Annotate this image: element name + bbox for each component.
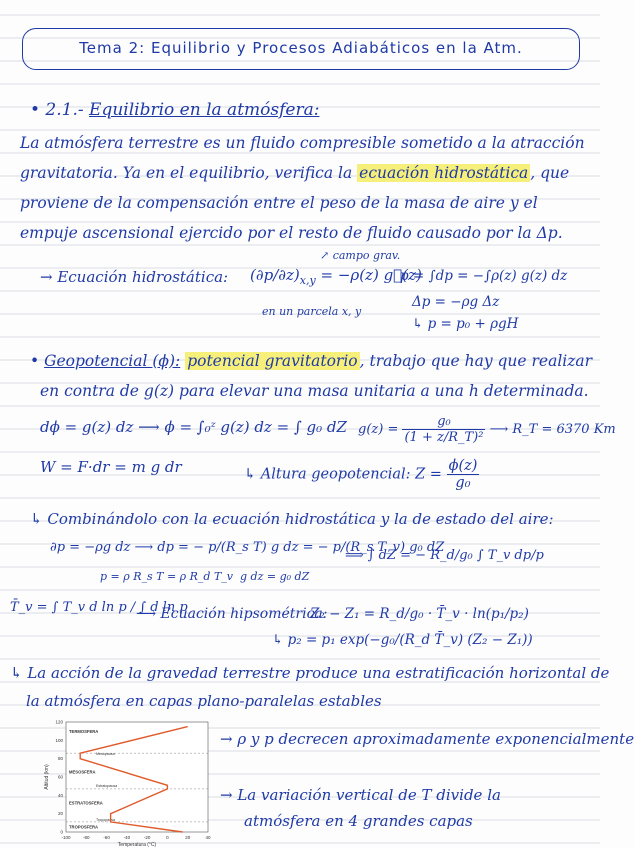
para1-line2-text: gravitatoria. Ya en el equilibrio, verifica la — [20, 164, 353, 182]
combining-eq1: ∂p = −ρg dz ⟶ dp = − p/(R_s T) g dz = − p/(R_s T_v) g₀ dZ — [50, 540, 445, 555]
x-tick-label: -60 — [103, 835, 110, 840]
temperature-profile-chart — [40, 716, 215, 848]
x-tick-label: -80 — [83, 835, 90, 840]
layer-label: Mesopausa — [96, 752, 115, 756]
stratification-line2: la atmósfera en capas plano-paralelas estables — [26, 692, 382, 710]
earth-radius: ⟶ R_T = 6370 Km — [489, 422, 616, 437]
parcela-note: en un parcela x, y — [262, 305, 362, 318]
para1-line3: proviene de la compensación entre el peso de la masa de aire y el — [20, 194, 538, 212]
geopotential-height-num: ϕ(z) — [448, 458, 478, 474]
y-axis-label: Altitud (km) — [44, 764, 50, 790]
layer-label: TERMOSFERA — [69, 729, 99, 734]
geopotential-height-den: g₀ — [455, 475, 471, 491]
hydrostatic-result3: ↳ p = p₀ + ρgH — [412, 316, 519, 332]
stratification-line1: ↳ La acción de la gravedad terrestre produce una estratificación horizontal de — [10, 664, 610, 682]
section-number: • 2.1.- — [30, 100, 84, 120]
geopotential-height-Z: Z = — [415, 466, 442, 483]
geopotential-line2: en contra de g(z) para elevar una masa unitaria a una h determinada. — [40, 382, 589, 400]
layer-label: TROPOSFERA — [69, 824, 99, 830]
geopotential-highlight: potencial gravitatorio — [187, 352, 358, 370]
mean-tv-def: T̄_v = ∫ T_v d ln p / ∫ d ln p — [10, 600, 188, 615]
hydrostatic-lhs — [250, 266, 422, 287]
gravity-eq-lhs: g(z) = — [358, 422, 399, 437]
geopotential-line1 — [30, 352, 592, 370]
geopotential-bullet: • — [30, 352, 40, 370]
bullet-temperature-2: atmósfera en 4 grandes capas — [244, 812, 473, 830]
gravity-eq-fraction — [402, 414, 485, 445]
hypsometric-exp: ↳ p₂ = p₁ exp(−g₀/(R_d T̄_v) (Z₂ − Z₁)) — [272, 632, 533, 648]
combining-integral: ⟹ ∫ dZ = − R_d/g₀ ∫ T_v dp/p — [345, 548, 544, 563]
gravity-eq-den: (1 + z/R_T)² — [404, 430, 484, 445]
hydrostatic-result2: Δp = −ρg Δz — [412, 294, 500, 310]
para1-line4: empuje ascensional ejercido por el resto de fluido causado por la Δp. — [20, 224, 563, 242]
geopotential-height-label: ↳ Altura geopotencial: — [244, 466, 411, 483]
hydrostatic-lhs-expr: (∂p/∂z) — [250, 266, 300, 284]
hypsometric-label: ⟶ Ecuación hipsométrica: — [136, 606, 328, 622]
hydrostatic-lhs-sub: x,y — [299, 274, 316, 287]
y-tick-label: 0 — [60, 829, 63, 835]
y-tick-label: 120 — [55, 719, 63, 725]
state-eq: p = ρ R_s T = ρ R_d T_v — [100, 570, 234, 583]
campo-grav-note: ↗ campo grav. — [320, 249, 401, 262]
x-tick-label: 20 — [185, 835, 191, 840]
geopotential-term: Geopotencial (ϕ): — [44, 352, 181, 370]
x-tick-label: -100 — [61, 835, 71, 840]
layer-label: MESOSFERA — [69, 769, 96, 775]
geopotential-height-fraction — [447, 458, 480, 491]
gravity-eq — [358, 414, 616, 445]
title-box — [22, 28, 580, 70]
para1-line1: La atmósfera terrestre es un fluido compresible sometido a la atracción — [20, 134, 585, 152]
y-tick-label: 20 — [57, 811, 63, 817]
hypsometric-eq: Z₂ − Z₁ = R_d/g₀ · T̄_v · ln(p₁/p₂) — [310, 606, 529, 622]
hydrostatic-label: → Ecuación hidrostática: — [40, 268, 229, 286]
x-tick-label: -40 — [123, 835, 131, 840]
layer-label: ESTRATOSFERA — [69, 800, 103, 806]
geopotential-eq1: dϕ = g(z) dz ⟶ ϕ = ∫₀ᶻ g(z) dz = ∫ g₀ dZ — [40, 418, 347, 436]
section-heading — [30, 100, 319, 120]
y-tick-label: 80 — [57, 756, 63, 762]
layer-label: Tropopausa — [96, 818, 116, 822]
y-tick-label: 60 — [57, 774, 63, 780]
work-eq: W = F·dr = m g dr — [40, 458, 182, 476]
dz-eq: g dz = g₀ dZ — [240, 570, 310, 583]
geopotential-height — [244, 458, 479, 491]
y-tick-label: 40 — [57, 792, 63, 798]
bullet-temperature-1: → La variación vertical de T divide la — [220, 786, 501, 804]
para1-line2 — [20, 164, 569, 182]
y-tick-label: 100 — [55, 737, 63, 743]
x-tick-label: -20 — [143, 835, 151, 840]
bullet-density-pressure: → ρ y p decrecen aproximadamente exponencialmente — [220, 730, 634, 748]
para1-line2-tail: , que — [530, 164, 570, 182]
hydrostatic-rhs: = −ρ(z) g⃗(z) — [320, 266, 422, 284]
combining-line: ↳ Combinándolo con la ecuación hidrostática y la de estado del aire: — [30, 510, 554, 528]
page-title: Tema 2: Equilibrio y Procesos Adiabáticos en la Atm. — [79, 39, 523, 57]
x-tick-label: 0 — [166, 835, 169, 840]
geopotential-rest: , trabajo que hay que realizar — [359, 352, 593, 370]
hydrostatic-highlight: ecuación hidrostática — [359, 164, 529, 182]
hydrostatic-result1: p = ∫dp = −∫ρ(z) g(z) dz — [400, 268, 568, 284]
section-title: Equilibrio en la atmósfera: — [89, 100, 320, 120]
gravity-eq-num: g₀ — [402, 414, 485, 430]
x-tick-label: 40 — [205, 835, 211, 840]
layer-label: Estratopausa — [96, 784, 118, 789]
x-axis-label: Temperatura (°C) — [117, 842, 157, 848]
